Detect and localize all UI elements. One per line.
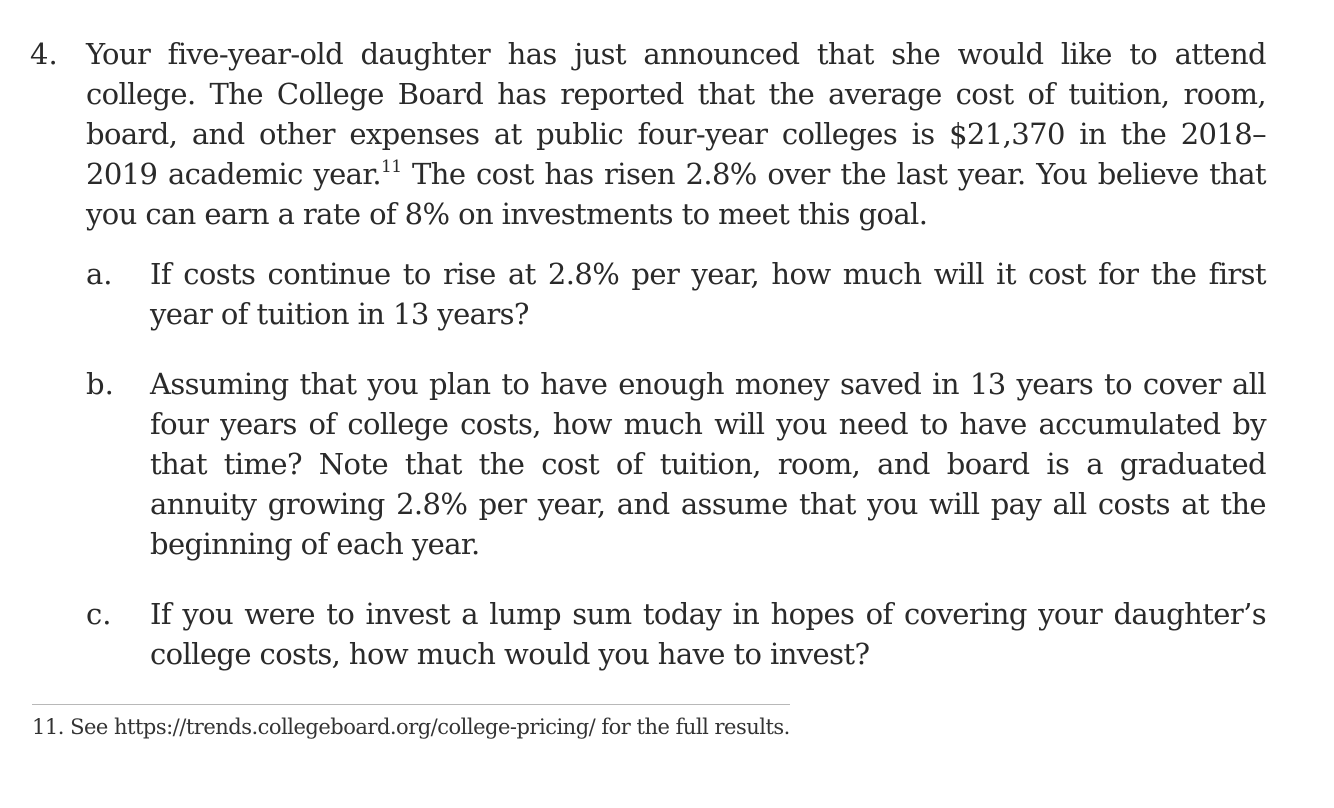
problem-intro-continued: The cost has risen 2.8% over the last year. You believe that you can earn a rate of 8% on investments to meet this goal. (86, 157, 1266, 231)
part-c-text: If you were to invest a lump sum today in hopes of covering your daughter’s college costs, how much would you have to invest? (150, 597, 1266, 671)
part-b-label: b. (86, 367, 114, 401)
problem-number: 4. (30, 37, 58, 71)
part-c-label: c. (86, 597, 112, 631)
footnote: 11. See https://trends.collegeboard.org/college-pricing/ for the full results. (32, 715, 790, 739)
problem-intro (86, 34, 1266, 234)
footnote-reference: 11 (381, 157, 402, 177)
part-a-label: a. (86, 257, 113, 291)
footnote-divider (32, 704, 790, 705)
problem-intro-text: Your five-year-old daughter has just announced that she would like to attend college. The College Board has reported that the average cost of tuition, room, board, and other expenses at public four-year colleges is $21,370 in the 2018–2019 academic year. (86, 37, 1266, 191)
part-b-text: Assuming that you plan to have enough money saved in 13 years to cover all four years of college costs, how much will you need to have accumulated by that time? Note that the cost of tuition, room, and board is a graduated annuity growing 2.8% per year, and assume that you will pay all costs at the beginning of each year. (150, 367, 1266, 561)
part-a-text: If costs continue to rise at 2.8% per year, how much will it cost for the first year of tuition in 13 years? (150, 257, 1266, 331)
